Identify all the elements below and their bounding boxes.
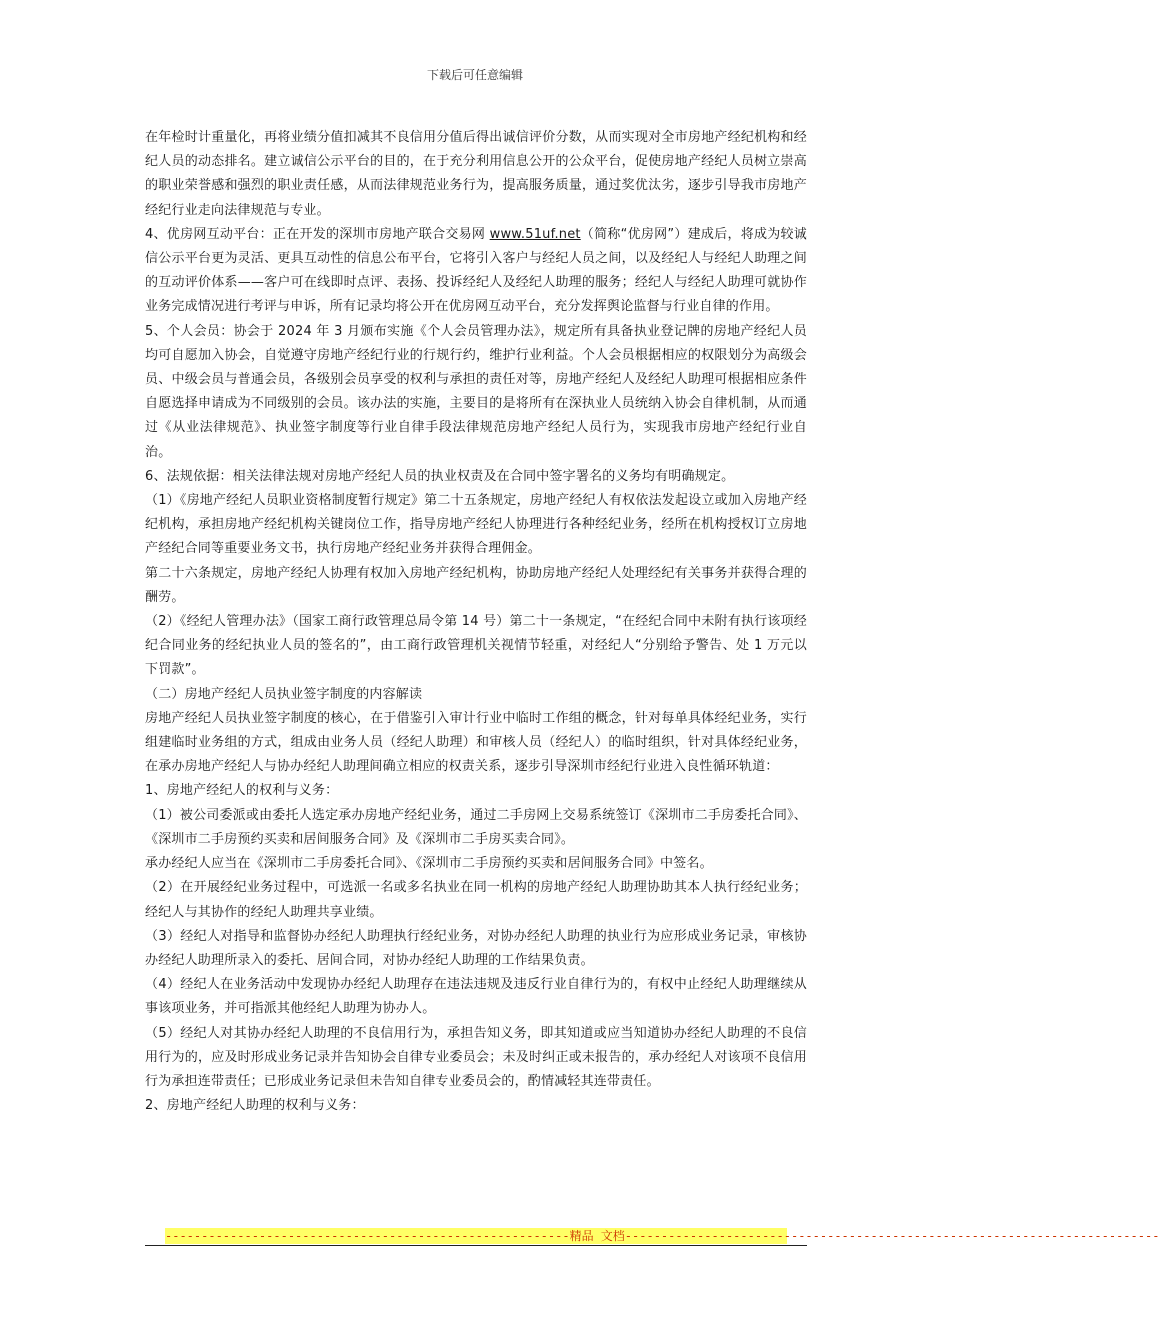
footer-watermark: --------------------------------------------------------精品 文档-------------------------------------------------------------------------- bbox=[165, 1229, 1159, 1243]
paragraph-1: 在年检时计重量化，再将业绩分值扣减其不良信用分值后得出诚信评价分数，从而实现对全市房地产经纪机构和经纪人员的动态排名。建立诚信公示平台的目的，在于充分利用信息公开的公众平台，促使房地产经纪人员树立崇高的职业荣誉感和强烈的职业责任感，从而法律规范业务行为，提高服务质量，通过奖优汰劣，逐步引导我市房地产经纪行业走向法律规范与专业。 bbox=[145, 130, 807, 218]
paragraph-9: 房地产经纪人员执业签字制度的核心，在于借鉴引入审计行业中临时工作组的概念，针对每单具体经纪业务，实行组建临时业务组的方式，组成由业务人员（经纪人助理）和审核人员（经纪人）的临时组织，针对具体经纪业务，在承办房地产经纪人与协办经纪人助理间确立相应的权责关系，逐步引导深圳市经纪行业进入良性循环轨道： bbox=[145, 710, 807, 775]
subheading-broker: 1、房地产经纪人的权利与义务： bbox=[145, 783, 339, 799]
section-heading: （二）房地产经纪人员执业签字制度的内容解读 bbox=[145, 686, 423, 702]
page-header: 下载后可任意编辑 bbox=[426, 68, 523, 82]
document-body bbox=[145, 126, 807, 1118]
paragraph-4: 6、法规依据：相关法律法规对房地产经纪人员的执业权责及在合同中签字署名的义务均有明确规定。 bbox=[145, 468, 735, 484]
paragraph-5: （1）《房地产经纪人员职业资格制度暂行规定》第二十五条规定，房地产经纪人有权依法发起设立或加入房地产经纪机构，承担房地产经纪机构关键岗位工作，指导房地产经纪人协理进行各种经纪业务，经所在机构授权订立房地产经纪合同等重要业务文书，执行房地产经纪业务并获得合理佣金。 bbox=[145, 493, 807, 557]
paragraph-15: （4）经纪人在业务活动中发现协办经纪人助理存在违法违规及违反行业自律行为的，有权中止经纪人助理继续从事该项业务，并可指派其他经纪人助理为协办人。 bbox=[145, 977, 807, 1017]
paragraph-2 bbox=[145, 223, 807, 320]
subheading-assistant: 2、房地产经纪人助理的权利与义务： bbox=[145, 1098, 365, 1114]
paragraph-12: 承办经纪人应当在《深圳市二手房委托合同》、《深圳市二手房预约买卖和居间服务合同》中签名。 bbox=[145, 856, 713, 872]
paragraph-6: 第二十六条规定，房地产经纪人协理有权加入房地产经纪机构，协助房地产经纪人处理经纪有关事务并获得合理的酬劳。 bbox=[145, 565, 807, 605]
paragraph-16: （5）经纪人对其协办经纪人助理的不良信用行为，承担告知义务，即其知道或应当知道协办经纪人助理的不良信用行为的，应及时形成业务记录并告知协会自律专业委员会；未及时纠正或未报告的，承办经纪人对该项不良信用行为承担连带责任；已形成业务记录但未告知自律专业委员会的，酌情减轻其连带责任。 bbox=[145, 1025, 807, 1089]
paragraph-11: （1）被公司委派或由委托人选定承办房地产经纪业务，通过二手房网上交易系统签订《深圳市二手房委托合同》、《深圳市二手房预约买卖和居间服务合同》及《深圳市二手房买卖合同》。 bbox=[145, 807, 807, 847]
paragraph-3: 5、个人会员：协会于 2024 年 3 月颁布实施《个人会员管理办法》，规定所有具备执业登记牌的房地产经纪人员均可自愿加入协会，自觉遵守房地产经纪行业的行规行约，维护行业利益。个人会员根据相应的权限划分为高级会员、中级会员与普通会员，各级别会员享受的权利与承担的责任对等，房地产经纪人及经纪人助理可根据相应条件自愿选择申请成为不同级别的会员。该办法的实施，主要目的是将所有在深执业人员统纳入协会自律机制，从而通过《从业法律规范》、执业签字制度等行业自律手段法律规范房地产经纪人员行为，实现我市房地产经纪行业自治。 bbox=[145, 323, 807, 460]
paragraph-13: （2）在开展经纪业务过程中，可选派一名或多名执业在同一机构的房地产经纪人助理协助其本人执行经纪业务；经纪人与其协作的经纪人助理共享业绩。 bbox=[145, 880, 807, 920]
website-link[interactable]: www.51uf.net bbox=[489, 226, 581, 242]
footer-divider bbox=[145, 1245, 807, 1246]
paragraph-2-rest: （简称“优房网”）建成后，将成为较诚信公示平台更为灵活、更具互动性的信息公布平台，它将引入客户与经纪人员之间，以及经纪人与经纪人助理之间的互动评价体系——客户可在线即时点评、表扬、投诉经纪人及经纪人助理的服务；经纪人与经纪人助理可就协作业务完成情况进行考评与申诉，所有记录均将公开在优房网互动平台，充分发挥舆论监督与行业自律的作用。 bbox=[145, 226, 807, 315]
paragraph-14: （3）经纪人对指导和监督协办经纪人助理执行经纪业务，对协办经纪人助理的执业行为应形成业务记录，审核协办经纪人助理所录入的委托、居间合同，对协办经纪人助理的工作结果负责。 bbox=[145, 928, 807, 968]
paragraph-2-lead: 4、优房网互动平台：正在开发的深圳市房地产联合交易网 bbox=[145, 226, 490, 242]
paragraph-7: （2）《经纪人管理办法》（国家工商行政管理总局令第 14 号）第二十一条规定，“在经纪合同中未附有执行该项经纪合同业务的经纪执业人员的签名的”，由工商行政管理机关视情节轻重，对经纪人“分别给予警告、处 1 万元以下罚款”。 bbox=[145, 614, 807, 678]
